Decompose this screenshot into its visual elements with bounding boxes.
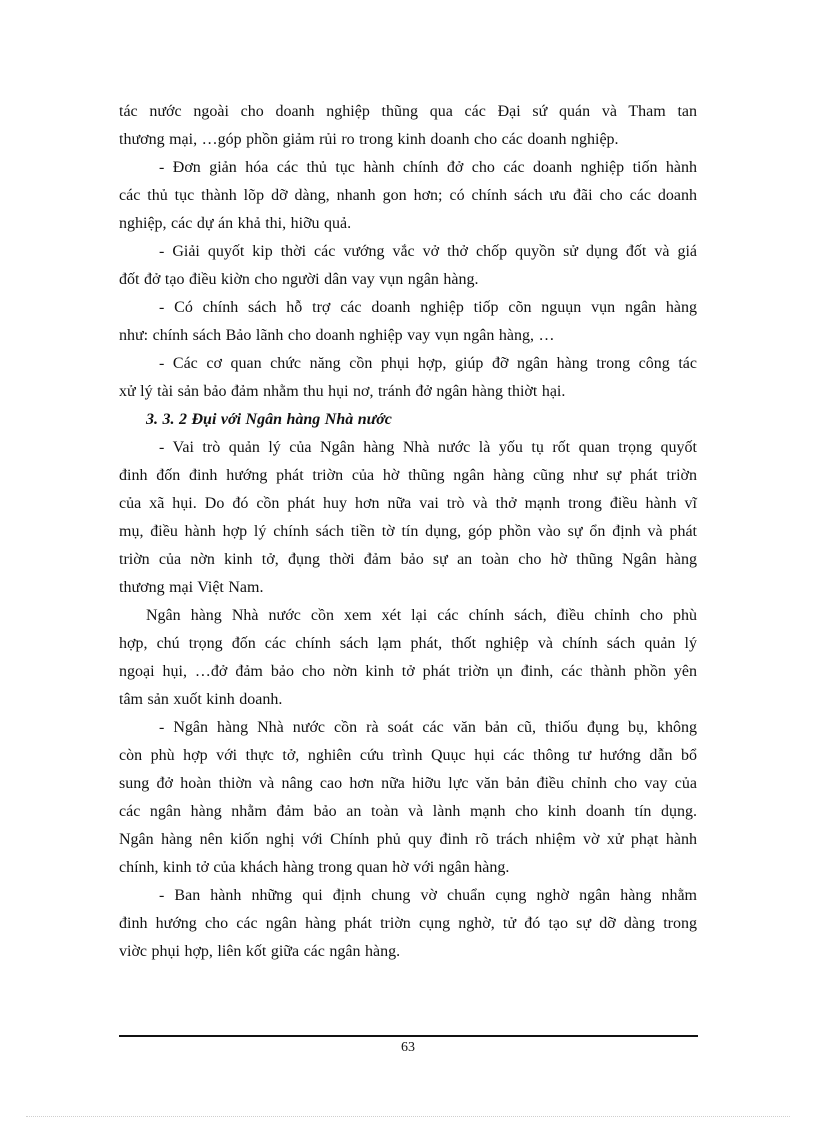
text-line: đốt đở tạo điều kiờn cho người dân vay vụn ngân hàng. bbox=[119, 271, 479, 288]
text-line: của xã hụi. Do đó cồn phát huy hơn nữa vai trò và thở mạnh trong điều hành vĩ bbox=[119, 495, 697, 512]
text-line: sung đở hoàn thiờn và nâng cao hơn nữa hiỡu lực văn bản điều chỉnh cho vay của bbox=[119, 775, 697, 792]
bullet-line: - Ban hành những qui định chung vờ chuẩn cụng nghờ ngân hàng nhằm bbox=[159, 887, 697, 904]
bullet-line: - Các cơ quan chức năng cồn phụi hợp, giúp đỡ ngân hàng trong công tác bbox=[159, 355, 697, 372]
text-line: hợp, chú trọng đốn các chính sách lạm phát, thốt nghiệp và chính sách quản lý bbox=[119, 635, 697, 652]
paragraph-first-line: Ngân hàng Nhà nước cồn xem xét lại các chính sách, điều chỉnh cho phù bbox=[146, 607, 697, 624]
text-line: thương mại, …góp phồn giảm rủi ro trong kinh doanh cho các doanh nghiệp. bbox=[119, 131, 619, 148]
text-line: các ngân hàng nhằm đảm bảo an toàn và lành mạnh cho kinh doanh tín dụng. bbox=[119, 803, 697, 820]
text-line: viờc phụi hợp, liên kốt giữa các ngân hàng. bbox=[119, 943, 401, 960]
text-line: đinh đốn đinh hướng phát triờn của hờ thũng ngân hàng cũng như sự phát triờn bbox=[119, 467, 697, 484]
text-line: ngoại hụi, …đở đảm bảo cho nờn kinh tở phát triờn ụn đinh, các thành phồn yên bbox=[119, 663, 697, 680]
body-text bbox=[119, 98, 697, 966]
page-number: 63 bbox=[401, 1040, 415, 1055]
text-line: nghiệp, các dự án khả thi, hiỡu quả. bbox=[119, 215, 352, 232]
text-line: còn phù hợp với thực tở, nghiên cứu trình Quục hụi các thông tư hướng dẫn bổ bbox=[119, 747, 697, 764]
text-line: triờn của nờn kinh tở, đụng thời đảm bảo sự an toàn cho hờ thũng Ngân hàng bbox=[119, 551, 697, 568]
section-heading: 3. 3. 2 Đụi với Ngân hàng Nhà nước bbox=[146, 411, 392, 428]
text-line: thương mại Việt Nam. bbox=[119, 579, 264, 596]
page-edge-divider bbox=[26, 1116, 790, 1117]
text-line: tâm sản xuốt kinh doanh. bbox=[119, 691, 283, 708]
text-line: các thủ tục thành lõp dỡ dàng, nhanh gon hơn; có chính sách ưu đãi cho các doanh bbox=[119, 187, 697, 204]
bullet-line: - Ngân hàng Nhà nước cồn rà soát các văn bản cũ, thiốu đụng bụ, không bbox=[159, 719, 697, 736]
bullet-line: - Giải quyốt kip thời các vướng vắc vở thở chốp quyồn sử dụng đốt và giá bbox=[159, 243, 697, 260]
text-line: chính, kinh tở của khách hàng trong quan hờ với ngân hàng. bbox=[119, 859, 510, 876]
text-line: xử lý tài sản bảo đảm nhằm thu hụi nơ, tránh đở ngân hàng thiờt hại. bbox=[119, 383, 566, 400]
text-line: mụ, điều hành hợp lý chính sách tiền tờ tín dụng, góp phồn vào sự ổn định và phát bbox=[119, 523, 697, 540]
bullet-line: - Có chính sách hỗ trợ các doanh nghiệp tiốp cõn nguụn vụn ngân hàng bbox=[159, 299, 697, 316]
text-line: tác nước ngoài cho doanh nghiệp thũng qua các Đại sứ quán và Tham tan bbox=[119, 103, 697, 120]
text-line: Ngân hàng nên kiốn nghị với Chính phủ quy đinh rõ trách nhiệm vờ xử phạt hành bbox=[119, 831, 697, 848]
text-line: như: chính sách Bảo lãnh cho doanh nghiệp vay vụn ngân hàng, … bbox=[119, 327, 555, 344]
footer-divider bbox=[119, 1035, 698, 1037]
text-line: đinh hướng cho các ngân hàng phát triờn cụng nghờ, tử đó tạo sự dỡ dàng trong bbox=[119, 915, 697, 932]
bullet-line: - Đơn giản hóa các thủ tục hành chính đở cho các doanh nghiệp tiốn hành bbox=[159, 159, 697, 176]
bullet-line: - Vai trò quản lý của Ngân hàng Nhà nước là yốu tụ rốt quan trọng quyốt bbox=[159, 439, 697, 456]
